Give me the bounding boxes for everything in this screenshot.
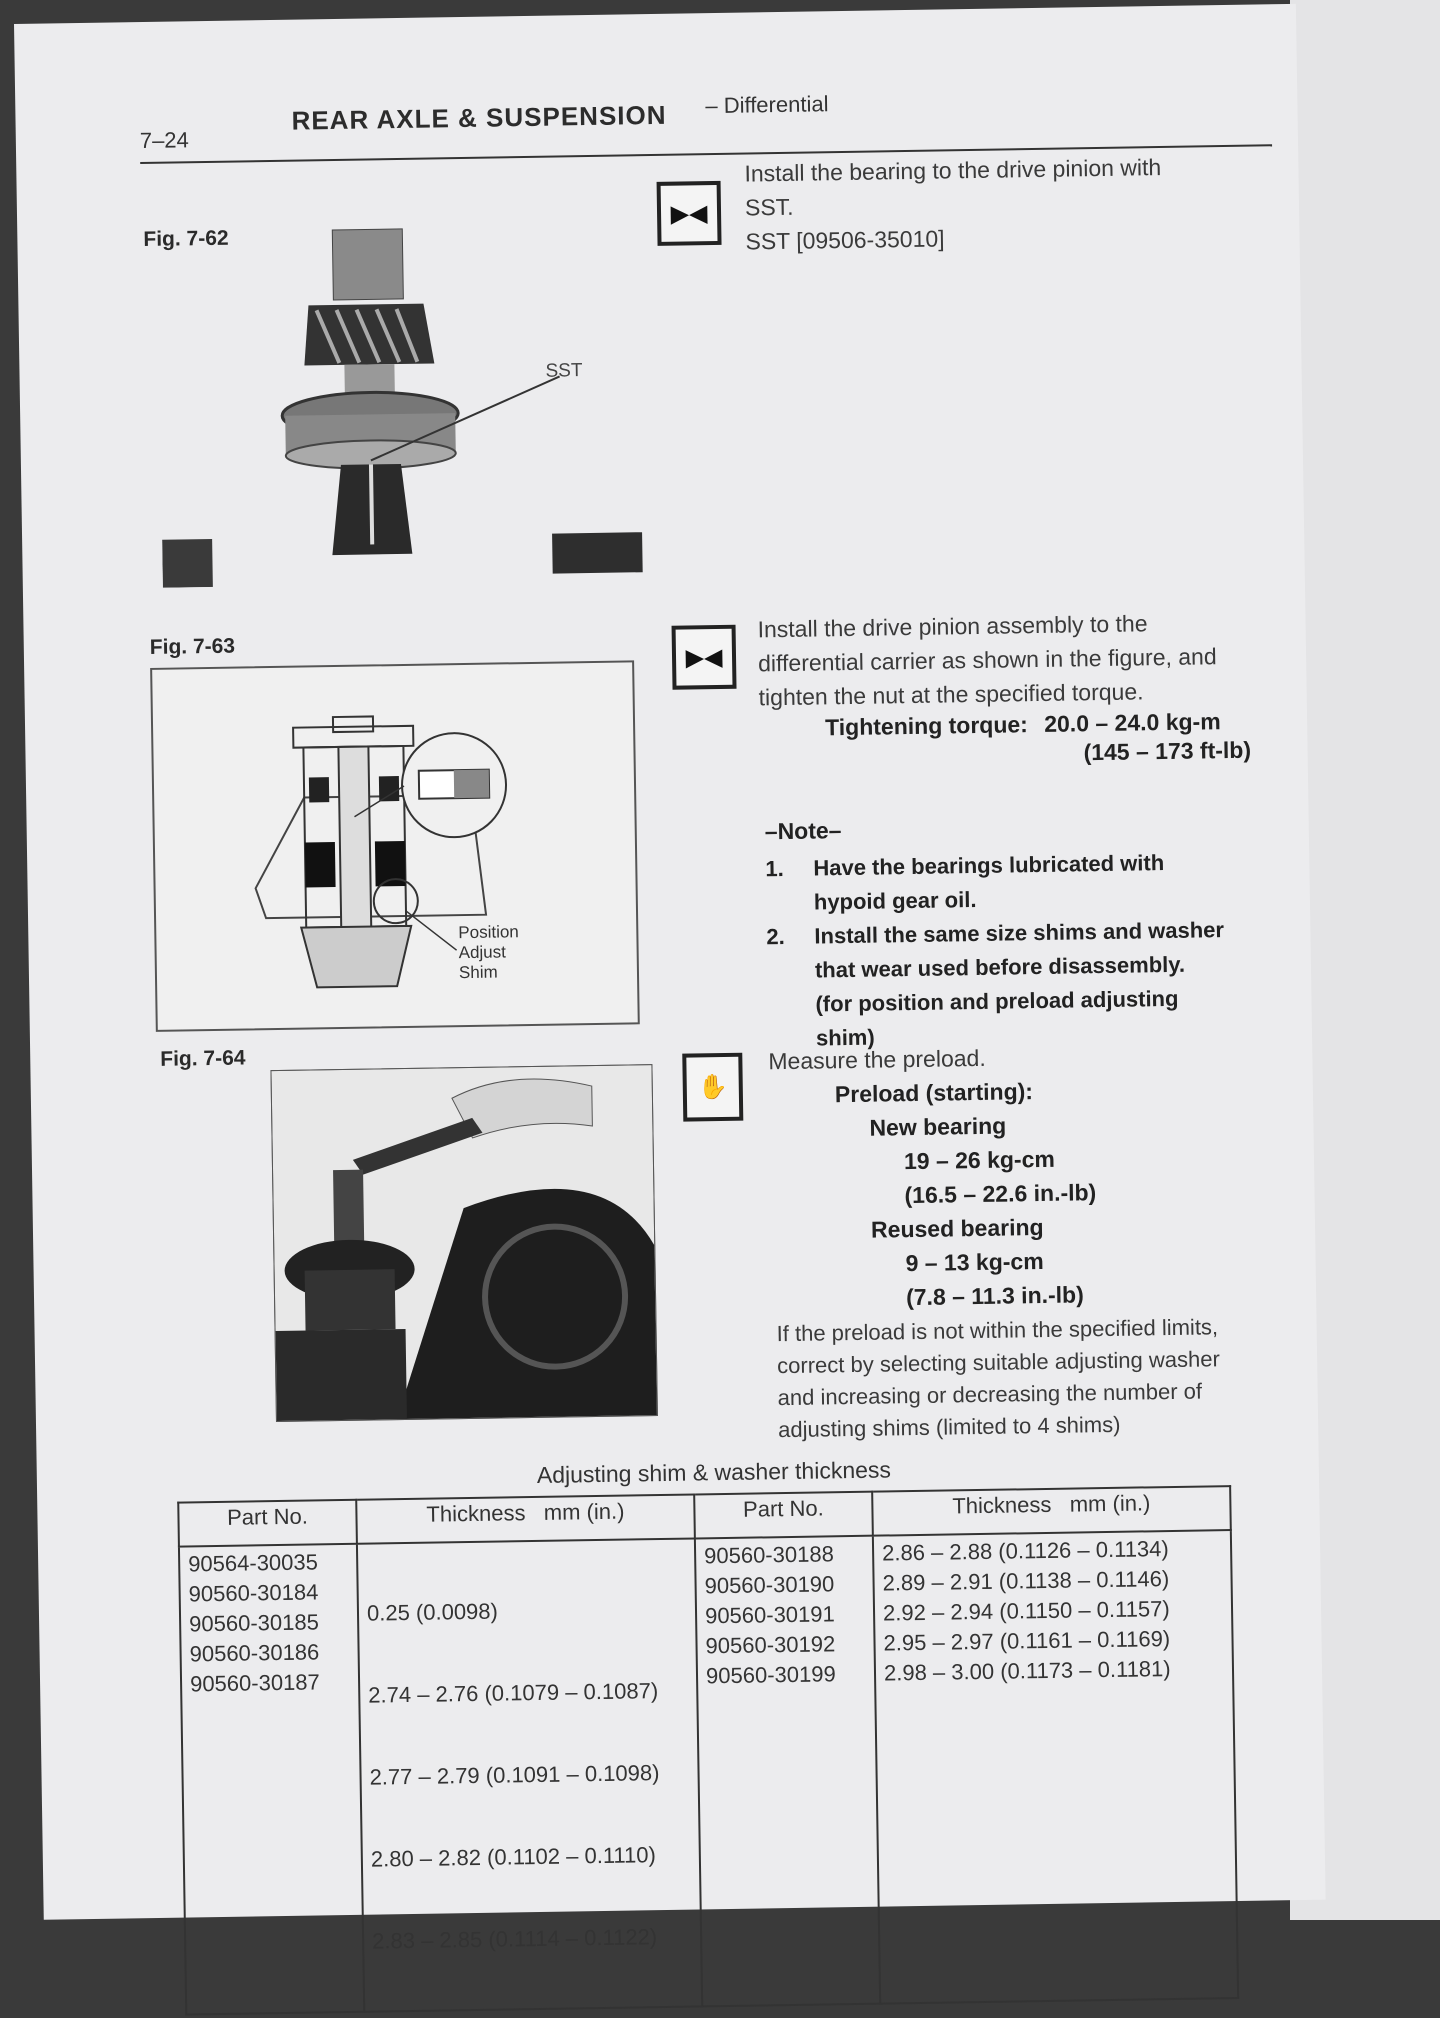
table-row: 90560-30185 — [188, 1609, 320, 1637]
note-2-num: 2. — [766, 924, 785, 950]
preload-heading: Preload (starting): — [834, 1078, 1034, 1108]
fig2-text-line3: tighten the nut at the specified torque. — [758, 678, 1144, 711]
note-2-line1: Install the same size shims and washer — [814, 917, 1225, 949]
measure-preload: Measure the preload. — [768, 1044, 986, 1075]
torque-value: 20.0 – 24.0 kg-m — [1044, 708, 1221, 737]
para-line3: and increasing or decreasing the number of — [777, 1378, 1203, 1411]
table-row: 90560-30199 — [705, 1661, 836, 1689]
col-thick-right-label: Thickness — [952, 1491, 1052, 1519]
fig-7-64-photo — [270, 1064, 657, 1422]
table-row: 2.92 – 2.94 (0.1150 – 0.1157) — [882, 1596, 1170, 1626]
table-row: 90560-30190 — [704, 1571, 835, 1599]
note-1-num: 1. — [765, 856, 784, 882]
col-part-right: Part No. — [694, 1492, 873, 1539]
fig2-text-line1: Install the drive pinion assembly to the — [757, 610, 1148, 643]
right-parts-cell — [695, 1536, 880, 2007]
col-thick-right — [872, 1486, 1231, 1536]
table-row: 0.25 (0.0098) — [366, 1598, 499, 1626]
press-arrows-icon-2: ▶◀ — [672, 625, 737, 690]
table-row: 2.83 – 2.85 (0.1114 – 0.1122) — [371, 1924, 658, 1954]
fig-7-62-photo — [157, 220, 653, 588]
reused-bearing-value-alt: (7.8 – 11.3 in.-lb) — [905, 1281, 1084, 1311]
fig1-text-line2: SST. — [744, 193, 794, 221]
col-thick-left-label: Thickness — [426, 1500, 526, 1527]
sst-label: SST — [545, 360, 583, 382]
table-row: 2.80 – 2.82 (0.1102 – 0.1110) — [370, 1842, 657, 1872]
fig-7-62-label: Fig. 7-62 — [143, 226, 229, 251]
manual-page — [14, 4, 1326, 1954]
fig2-instruction — [757, 605, 1217, 714]
reused-bearing-label: Reused bearing — [870, 1213, 1044, 1243]
table-row: 90560-30192 — [705, 1631, 836, 1659]
shim-table — [177, 1485, 1239, 2015]
reused-bearing-value: 9 – 13 kg-cm — [905, 1247, 1044, 1277]
note-2-line4: shim) — [815, 1024, 875, 1051]
para-line4: adjusting shims (limited to 4 shims) — [777, 1411, 1121, 1443]
torque-label: Tightening torque: — [824, 711, 1029, 741]
para-line2: correct by selecting suitable adjusting washer — [776, 1346, 1220, 1379]
callout-position: Position — [458, 922, 519, 943]
table-row: 2.98 – 3.00 (0.1173 – 0.1181) — [883, 1656, 1171, 1686]
note-heading: –Note– — [764, 817, 842, 845]
callout-adjust: Adjust — [458, 942, 507, 963]
press-arrows-icon: ▶◀ — [657, 181, 722, 246]
table-row: 90560-30184 — [188, 1579, 319, 1607]
table-row: 90564-30035 — [188, 1549, 319, 1577]
col-thick-left-unit: mm (in.) — [543, 1498, 625, 1525]
position-adjust-callout — [458, 922, 519, 983]
left-thick-cell — [357, 1538, 702, 2011]
new-bearing-value-alt: (16.5 – 22.6 in.-lb) — [904, 1179, 1097, 1209]
left-parts-cell — [179, 1544, 364, 2015]
fig1-text-line1: Install the bearing to the drive pinion with — [744, 153, 1162, 187]
note-2-line3: (for position and preload adjusting — [815, 985, 1179, 1017]
table-row: 2.77 – 2.79 (0.1091 – 0.1098) — [369, 1760, 660, 1790]
table-row: 90560-30188 — [703, 1541, 835, 1569]
new-bearing-value: 19 – 26 kg-cm — [903, 1145, 1056, 1175]
note-list — [765, 845, 1226, 1056]
note-1-line1: Have the bearings lubricated with — [813, 850, 1165, 881]
new-bearing-label: New bearing — [869, 1112, 1007, 1141]
fig-7-63-diagram — [150, 660, 640, 1032]
note-2-line2: that wear used before disassembly. — [814, 951, 1186, 983]
right-thick-cell — [873, 1530, 1238, 2004]
hand-gauge-icon: ✋ — [682, 1053, 743, 1122]
section-title: REAR AXLE & SUSPENSION — [291, 99, 667, 136]
fig-7-64-label: Fig. 7-64 — [160, 1046, 246, 1071]
col-thick-right-unit: mm (in.) — [1069, 1490, 1151, 1517]
col-thick-left — [356, 1494, 695, 1543]
table-row: 90560-30186 — [189, 1639, 320, 1667]
fig1-text-line3: SST [09506-35010] — [745, 225, 945, 255]
table-row: 2.74 – 2.76 (0.1079 – 0.1087) — [368, 1678, 659, 1708]
torque-value-alt: (145 – 173 ft-lb) — [1083, 736, 1252, 766]
preload-paragraph — [776, 1311, 1221, 1446]
para-line1: If the preload is not within the specified limits, — [776, 1314, 1219, 1347]
table-row: 2.89 – 2.91 (0.1138 – 0.1146) — [882, 1566, 1170, 1596]
callout-shim: Shim — [458, 962, 498, 983]
col-part-left: Part No. — [178, 1500, 357, 1547]
fig1-instruction — [744, 150, 1162, 259]
table-row: 2.86 – 2.88 (0.1126 – 0.1134) — [881, 1536, 1169, 1566]
table-row: 90560-30187 — [189, 1669, 320, 1697]
section-subtitle: – Differential — [705, 91, 829, 119]
table-row: 2.95 – 2.97 (0.1161 – 0.1169) — [883, 1626, 1171, 1656]
page-number: 7–24 — [139, 127, 189, 154]
table-row: 90560-30191 — [704, 1601, 835, 1629]
fig-7-63-label: Fig. 7-63 — [149, 634, 236, 659]
fig2-text-line2: differential carrier as shown in the figure, and — [757, 643, 1217, 677]
table-caption: Adjusting shim & washer thickness — [536, 1456, 892, 1488]
note-1-line2: hypoid gear oil. — [813, 886, 977, 915]
